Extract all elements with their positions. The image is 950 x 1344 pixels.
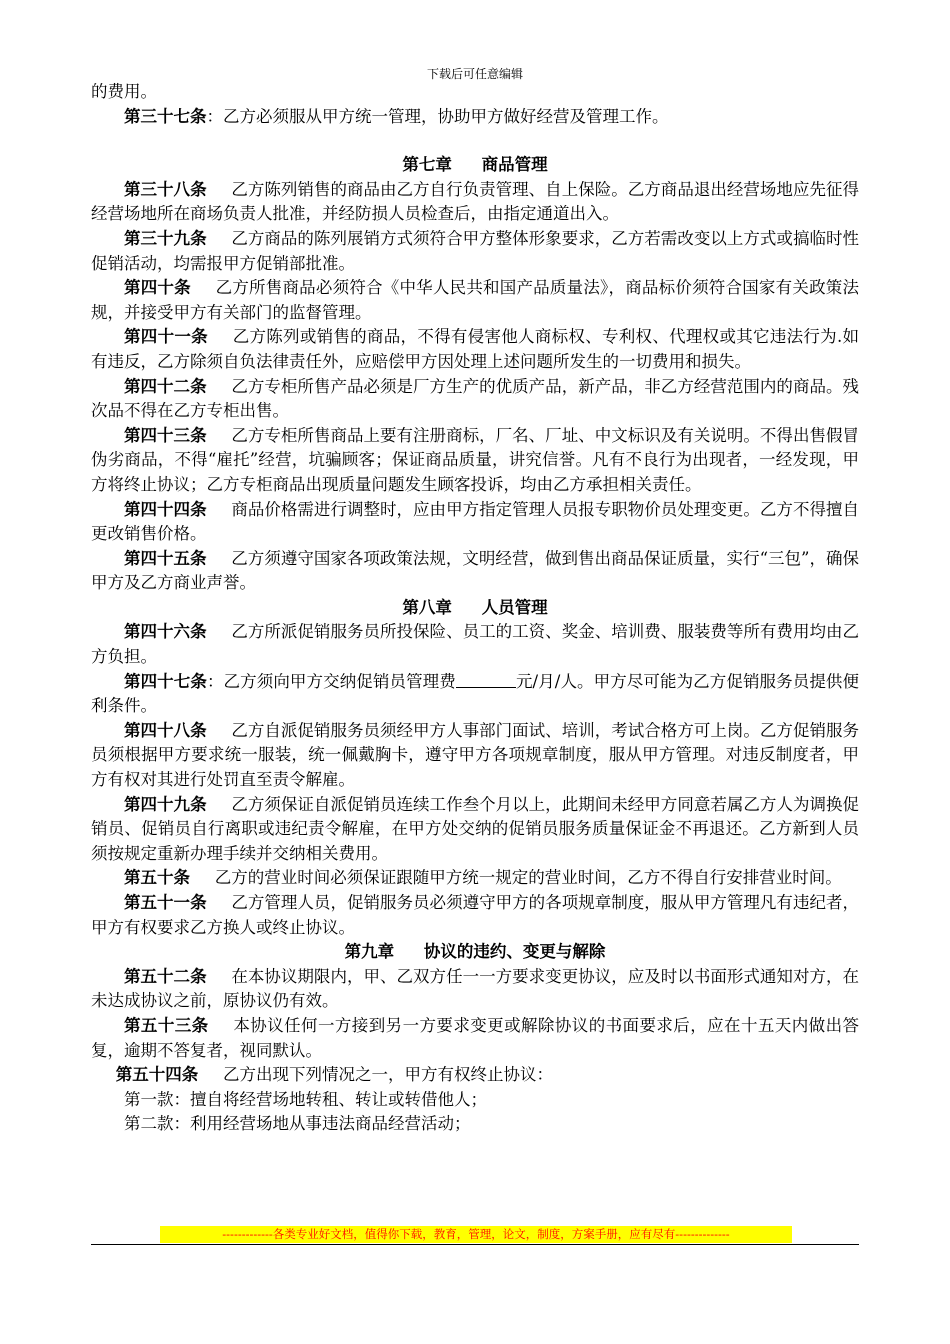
article-38-text: 乙方陈列销售的商品由乙方自行负责管理、自上保险。乙方商品退出经营场地应先征得经营场地所在商场负责人批准，并经防损人员检查后，由指定通道出入。 <box>91 179 860 224</box>
article-52-label: 第五十二条 <box>124 966 207 986</box>
article-46-label: 第四十六条 <box>124 622 207 642</box>
article-46 <box>91 620 859 669</box>
article-38-label: 第三十八条 <box>124 179 207 199</box>
footer-banner: -------------各类专业好文档，值得你下载，教育，管理，论文，制度，方案手册，应有尽有-------------- <box>160 1226 792 1243</box>
article-49 <box>91 793 859 867</box>
paragraph-continuation: 的费用。 <box>91 82 157 101</box>
article-47-label: 第四十七条 <box>124 671 207 691</box>
chapter-7-title: 商品管理 <box>481 155 548 175</box>
chapter-8-number: 第八章 <box>402 597 452 617</box>
document-body <box>91 80 859 1137</box>
clause-1: 第一款：擅自将经营场地转租、转让或转借他人； <box>124 1089 487 1109</box>
chapter-7-number: 第七章 <box>402 155 452 175</box>
article-37 <box>91 105 859 130</box>
article-50 <box>91 866 859 891</box>
article-47-text-a: ：乙方须向甲方交纳促销员管理费 <box>206 671 456 691</box>
article-46-text: 乙方所派促销服务员所投保险、员工的工资、奖金、培训费、服装费等所有费用均由乙方负担。 <box>91 622 860 667</box>
article-47-text-b: 元/月/人。甲方尽可能为乙方促销服务员提供便利条件。 <box>91 671 860 716</box>
article-41-text: 乙方陈列或销售的商品，不得有侵害他人商标权、专利权、代理权或其它违法行为.如有违反，乙方除须自负法律责任外，应赔偿甲方因处理上述问题所发生的一切费用和损失。 <box>91 327 860 371</box>
article-45 <box>91 547 859 596</box>
article-37-label: 第三十七条 <box>124 106 207 126</box>
article-42-text: 乙方专柜所售产品必须是厂方生产的优质产品，新产品，非乙方经营范围内的商品。残次品不得在乙方专柜出售。 <box>91 376 860 421</box>
fee-blank-field <box>456 673 516 688</box>
article-48 <box>91 719 859 793</box>
article-50-label: 第五十条 <box>124 868 190 888</box>
article-37-text: ：乙方必须服从甲方统一管理，协助甲方做好经营及管理工作。 <box>206 106 669 126</box>
article-42-label: 第四十二条 <box>124 376 207 396</box>
article-39-text: 乙方商品的陈列展销方式须符合甲方整体形象要求，乙方若需改变以上方式或搞临时性促销活动，均需报甲方促销部批准。 <box>91 228 860 273</box>
article-48-label: 第四十八条 <box>124 720 207 740</box>
article-54-label: 第五十四条 <box>115 1065 199 1085</box>
article-53 <box>91 1014 859 1063</box>
article-54 <box>91 1063 859 1088</box>
article-44-text: 商品价格需进行调整时，应由甲方指定管理人员报专职物价员处理变更。乙方不得擅自更改销售价格。 <box>91 499 860 544</box>
article-43 <box>91 424 859 498</box>
page-header: 下载后可任意编辑 <box>426 67 523 81</box>
article-52-text: 在本协议期限内，甲、乙双方任一一方要求变更协议，应及时以书面形式通知对方，在未达成协议之前，原协议仍有效。 <box>91 966 860 1011</box>
article-48-text: 乙方自派促销服务员须经甲方人事部门面试、培训，考试合格方可上岗。乙方促销服务员须根据甲方要求统一服装，统一佩戴胸卡，遵守甲方各项规章制度，服从甲方管理。对违反制度者，甲方有权对其进行处罚直至责令解雇。 <box>91 720 860 790</box>
article-51 <box>91 891 859 940</box>
article-44 <box>91 498 859 547</box>
article-42 <box>91 375 859 424</box>
article-41-label: 第四十一条 <box>124 327 208 347</box>
article-40-label: 第四十条 <box>124 278 191 298</box>
article-43-label: 第四十三条 <box>124 425 207 445</box>
article-47 <box>91 670 859 719</box>
article-39 <box>91 227 859 276</box>
article-49-label: 第四十九条 <box>124 794 207 814</box>
article-53-text: 本协议任何一方接到另一方要求变更或解除协议的书面要求后，应在十五天内做出答复，逾期不答复者，视同默认。 <box>91 1015 860 1060</box>
article-39-label: 第三十九条 <box>124 228 207 248</box>
footer-divider <box>91 1244 859 1245</box>
chapter-9-title: 协议的违约、变更与解除 <box>423 942 606 962</box>
chapter-9-number: 第九章 <box>344 942 395 962</box>
article-38 <box>91 178 859 227</box>
article-49-text: 乙方须保证自派促销员连续工作叁个月以上，此期间未经甲方同意若属乙方人为调换促销员、促销员自行离职或违纪责令解雇，在甲方处交纳的促销员服务质量保证金不再退还。乙方新到人员须按规定重新办理手续并交纳相关费用。 <box>91 794 860 863</box>
article-43-text: 乙方专柜所售商品上要有注册商标，厂名、厂址、中文标识及有关说明。不得出售假冒伪劣商品，不得“雇托”经营，坑骗顾客；保证商品质量，讲究信誉。凡有不良行为出现者，一经发现，甲方将终止协议；乙方专柜商品出现质量问题发生顾客投诉，均由乙方承担相关责任。 <box>91 425 860 494</box>
blank-line <box>91 129 859 153</box>
article-45-text: 乙方须遵守国家各项政策法规，文明经营，做到售出商品保证质量，实行“三包”，确保甲方及乙方商业声誉。 <box>91 548 859 593</box>
chapter-8-heading <box>91 596 859 621</box>
article-50-text: 乙方的营业时间必须保证跟随甲方统一规定的营业时间，乙方不得自行安排营业时间。 <box>214 868 842 888</box>
article-51-text: 乙方管理人员，促销服务员必须遵守甲方的各项规章制度，服从甲方管理凡有违纪者，甲方有权要求乙方换人或终止协议。 <box>91 893 860 937</box>
article-45-label: 第四十五条 <box>124 548 207 568</box>
article-41 <box>91 325 859 374</box>
article-52 <box>91 965 859 1014</box>
article-44-label: 第四十四条 <box>124 499 207 519</box>
chapter-7-heading <box>91 153 859 178</box>
chapter-8-title: 人员管理 <box>481 597 548 617</box>
article-54-text: 乙方出现下列情况之一，甲方有权终止协议： <box>223 1065 553 1085</box>
article-40-text: 乙方所售商品必须符合《中华人民共和国产品质量法》，商品标价须符合国家有关政策法规，并接受甲方有关部门的监督管理。 <box>91 278 860 322</box>
article-40 <box>91 276 859 325</box>
chapter-9-heading <box>91 940 859 965</box>
clause-2: 第二款：利用经营场地从事违法商品经营活动； <box>124 1114 471 1134</box>
article-51-label: 第五十一条 <box>124 893 207 912</box>
article-53-label: 第五十三条 <box>124 1015 209 1035</box>
